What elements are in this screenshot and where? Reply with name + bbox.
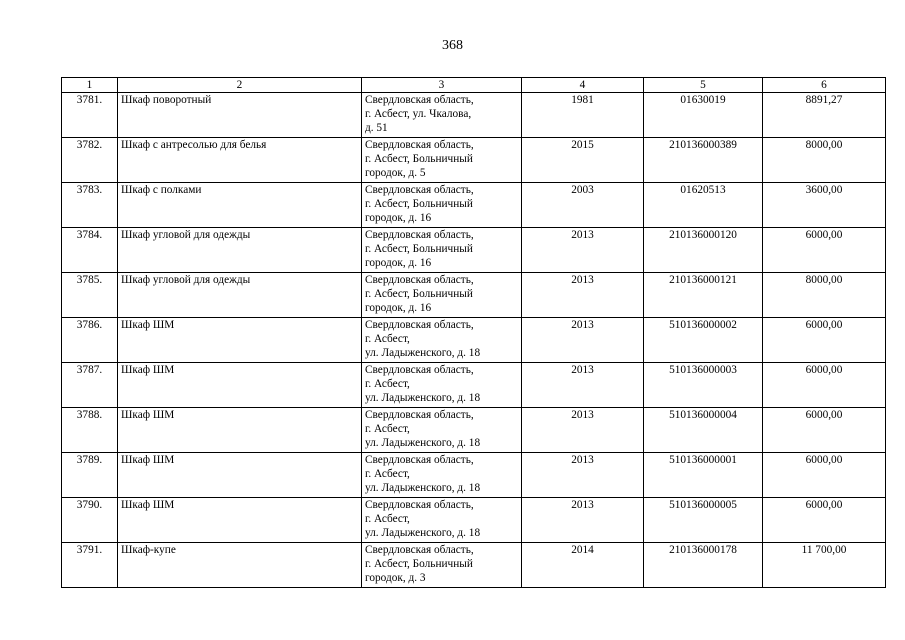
year-cell: 2013: [522, 318, 644, 363]
table-header-row: [62, 78, 886, 93]
property-registry-table: [61, 77, 886, 588]
item-name-cell: Шкаф с полками: [118, 183, 362, 228]
item-name-cell: Шкаф ШМ: [118, 498, 362, 543]
inventory-number-cell: 510136000005: [644, 498, 763, 543]
row-number-cell: 3786.: [62, 318, 118, 363]
page-number: 368: [442, 38, 463, 53]
row-number-cell: 3781.: [62, 93, 118, 138]
column-header-5: 5: [644, 78, 763, 93]
cost-cell: 6000,00: [763, 408, 886, 453]
address-cell: Свердловская область, г. Асбест, ул. Ладыженского, д. 18: [362, 498, 522, 543]
inventory-number-cell: 510136000001: [644, 453, 763, 498]
table-row: [62, 183, 886, 228]
row-number-cell: 3782.: [62, 138, 118, 183]
column-header-1: 1: [62, 78, 118, 93]
year-cell: 2014: [522, 543, 644, 588]
row-number-cell: 3783.: [62, 183, 118, 228]
table-row: [62, 228, 886, 273]
year-cell: 2013: [522, 228, 644, 273]
address-cell: Свердловская область, г. Асбест, ул. Ладыженского, д. 18: [362, 453, 522, 498]
year-cell: 2013: [522, 273, 644, 318]
address-cell: Свердловская область, г. Асбест, Больничный городок, д. 5: [362, 138, 522, 183]
cost-cell: 11 700,00: [763, 543, 886, 588]
item-name-cell: Шкаф поворотный: [118, 93, 362, 138]
table-row: [62, 363, 886, 408]
inventory-number-cell: 01630019: [644, 93, 763, 138]
cost-cell: 6000,00: [763, 318, 886, 363]
item-name-cell: Шкаф ШМ: [118, 363, 362, 408]
cost-cell: 3600,00: [763, 183, 886, 228]
item-name-cell: Шкаф угловой для одежды: [118, 273, 362, 318]
column-header-4: 4: [522, 78, 644, 93]
address-cell: Свердловская область, г. Асбест, Больничный городок, д. 16: [362, 273, 522, 318]
address-cell: Свердловская область, г. Асбест, ул. Ладыженского, д. 18: [362, 318, 522, 363]
row-number-cell: 3788.: [62, 408, 118, 453]
address-cell: Свердловская область, г. Асбест, ул. Чкалова, д. 51: [362, 93, 522, 138]
year-cell: 2013: [522, 498, 644, 543]
row-number-cell: 3789.: [62, 453, 118, 498]
inventory-number-cell: 210136000120: [644, 228, 763, 273]
table-row: [62, 453, 886, 498]
cost-cell: 6000,00: [763, 498, 886, 543]
item-name-cell: Шкаф угловой для одежды: [118, 228, 362, 273]
year-cell: 1981: [522, 93, 644, 138]
inventory-number-cell: 210136000389: [644, 138, 763, 183]
address-cell: Свердловская область, г. Асбест, Больничный городок, д. 16: [362, 228, 522, 273]
table-row: [62, 93, 886, 138]
address-cell: Свердловская область, г. Асбест, ул. Ладыженского, д. 18: [362, 363, 522, 408]
inventory-number-cell: 01620513: [644, 183, 763, 228]
address-cell: Свердловская область, г. Асбест, Больничный городок, д. 16: [362, 183, 522, 228]
item-name-cell: Шкаф ШМ: [118, 453, 362, 498]
cost-cell: 6000,00: [763, 363, 886, 408]
item-name-cell: Шкаф ШМ: [118, 318, 362, 363]
year-cell: 2013: [522, 408, 644, 453]
year-cell: 2003: [522, 183, 644, 228]
year-cell: 2013: [522, 363, 644, 408]
cost-cell: 8000,00: [763, 273, 886, 318]
column-header-6: 6: [763, 78, 886, 93]
column-header-2: 2: [118, 78, 362, 93]
item-name-cell: Шкаф ШМ: [118, 408, 362, 453]
year-cell: 2015: [522, 138, 644, 183]
cost-cell: 8891,27: [763, 93, 886, 138]
item-name-cell: Шкаф-купе: [118, 543, 362, 588]
row-number-cell: 3787.: [62, 363, 118, 408]
row-number-cell: 3791.: [62, 543, 118, 588]
table-row: [62, 543, 886, 588]
cost-cell: 8000,00: [763, 138, 886, 183]
cost-cell: 6000,00: [763, 228, 886, 273]
address-cell: Свердловская область, г. Асбест, Больничный городок, д. 3: [362, 543, 522, 588]
table-row: [62, 408, 886, 453]
row-number-cell: 3790.: [62, 498, 118, 543]
column-header-3: 3: [362, 78, 522, 93]
year-cell: 2013: [522, 453, 644, 498]
address-cell: Свердловская область, г. Асбест, ул. Ладыженского, д. 18: [362, 408, 522, 453]
inventory-number-cell: 510136000004: [644, 408, 763, 453]
table-row: [62, 318, 886, 363]
table-row: [62, 273, 886, 318]
table-row: [62, 498, 886, 543]
row-number-cell: 3784.: [62, 228, 118, 273]
inventory-number-cell: 210136000121: [644, 273, 763, 318]
row-number-cell: 3785.: [62, 273, 118, 318]
table-row: [62, 138, 886, 183]
inventory-number-cell: 510136000002: [644, 318, 763, 363]
inventory-number-cell: 210136000178: [644, 543, 763, 588]
table-body: [62, 93, 886, 588]
cost-cell: 6000,00: [763, 453, 886, 498]
item-name-cell: Шкаф с антресолью для белья: [118, 138, 362, 183]
inventory-number-cell: 510136000003: [644, 363, 763, 408]
